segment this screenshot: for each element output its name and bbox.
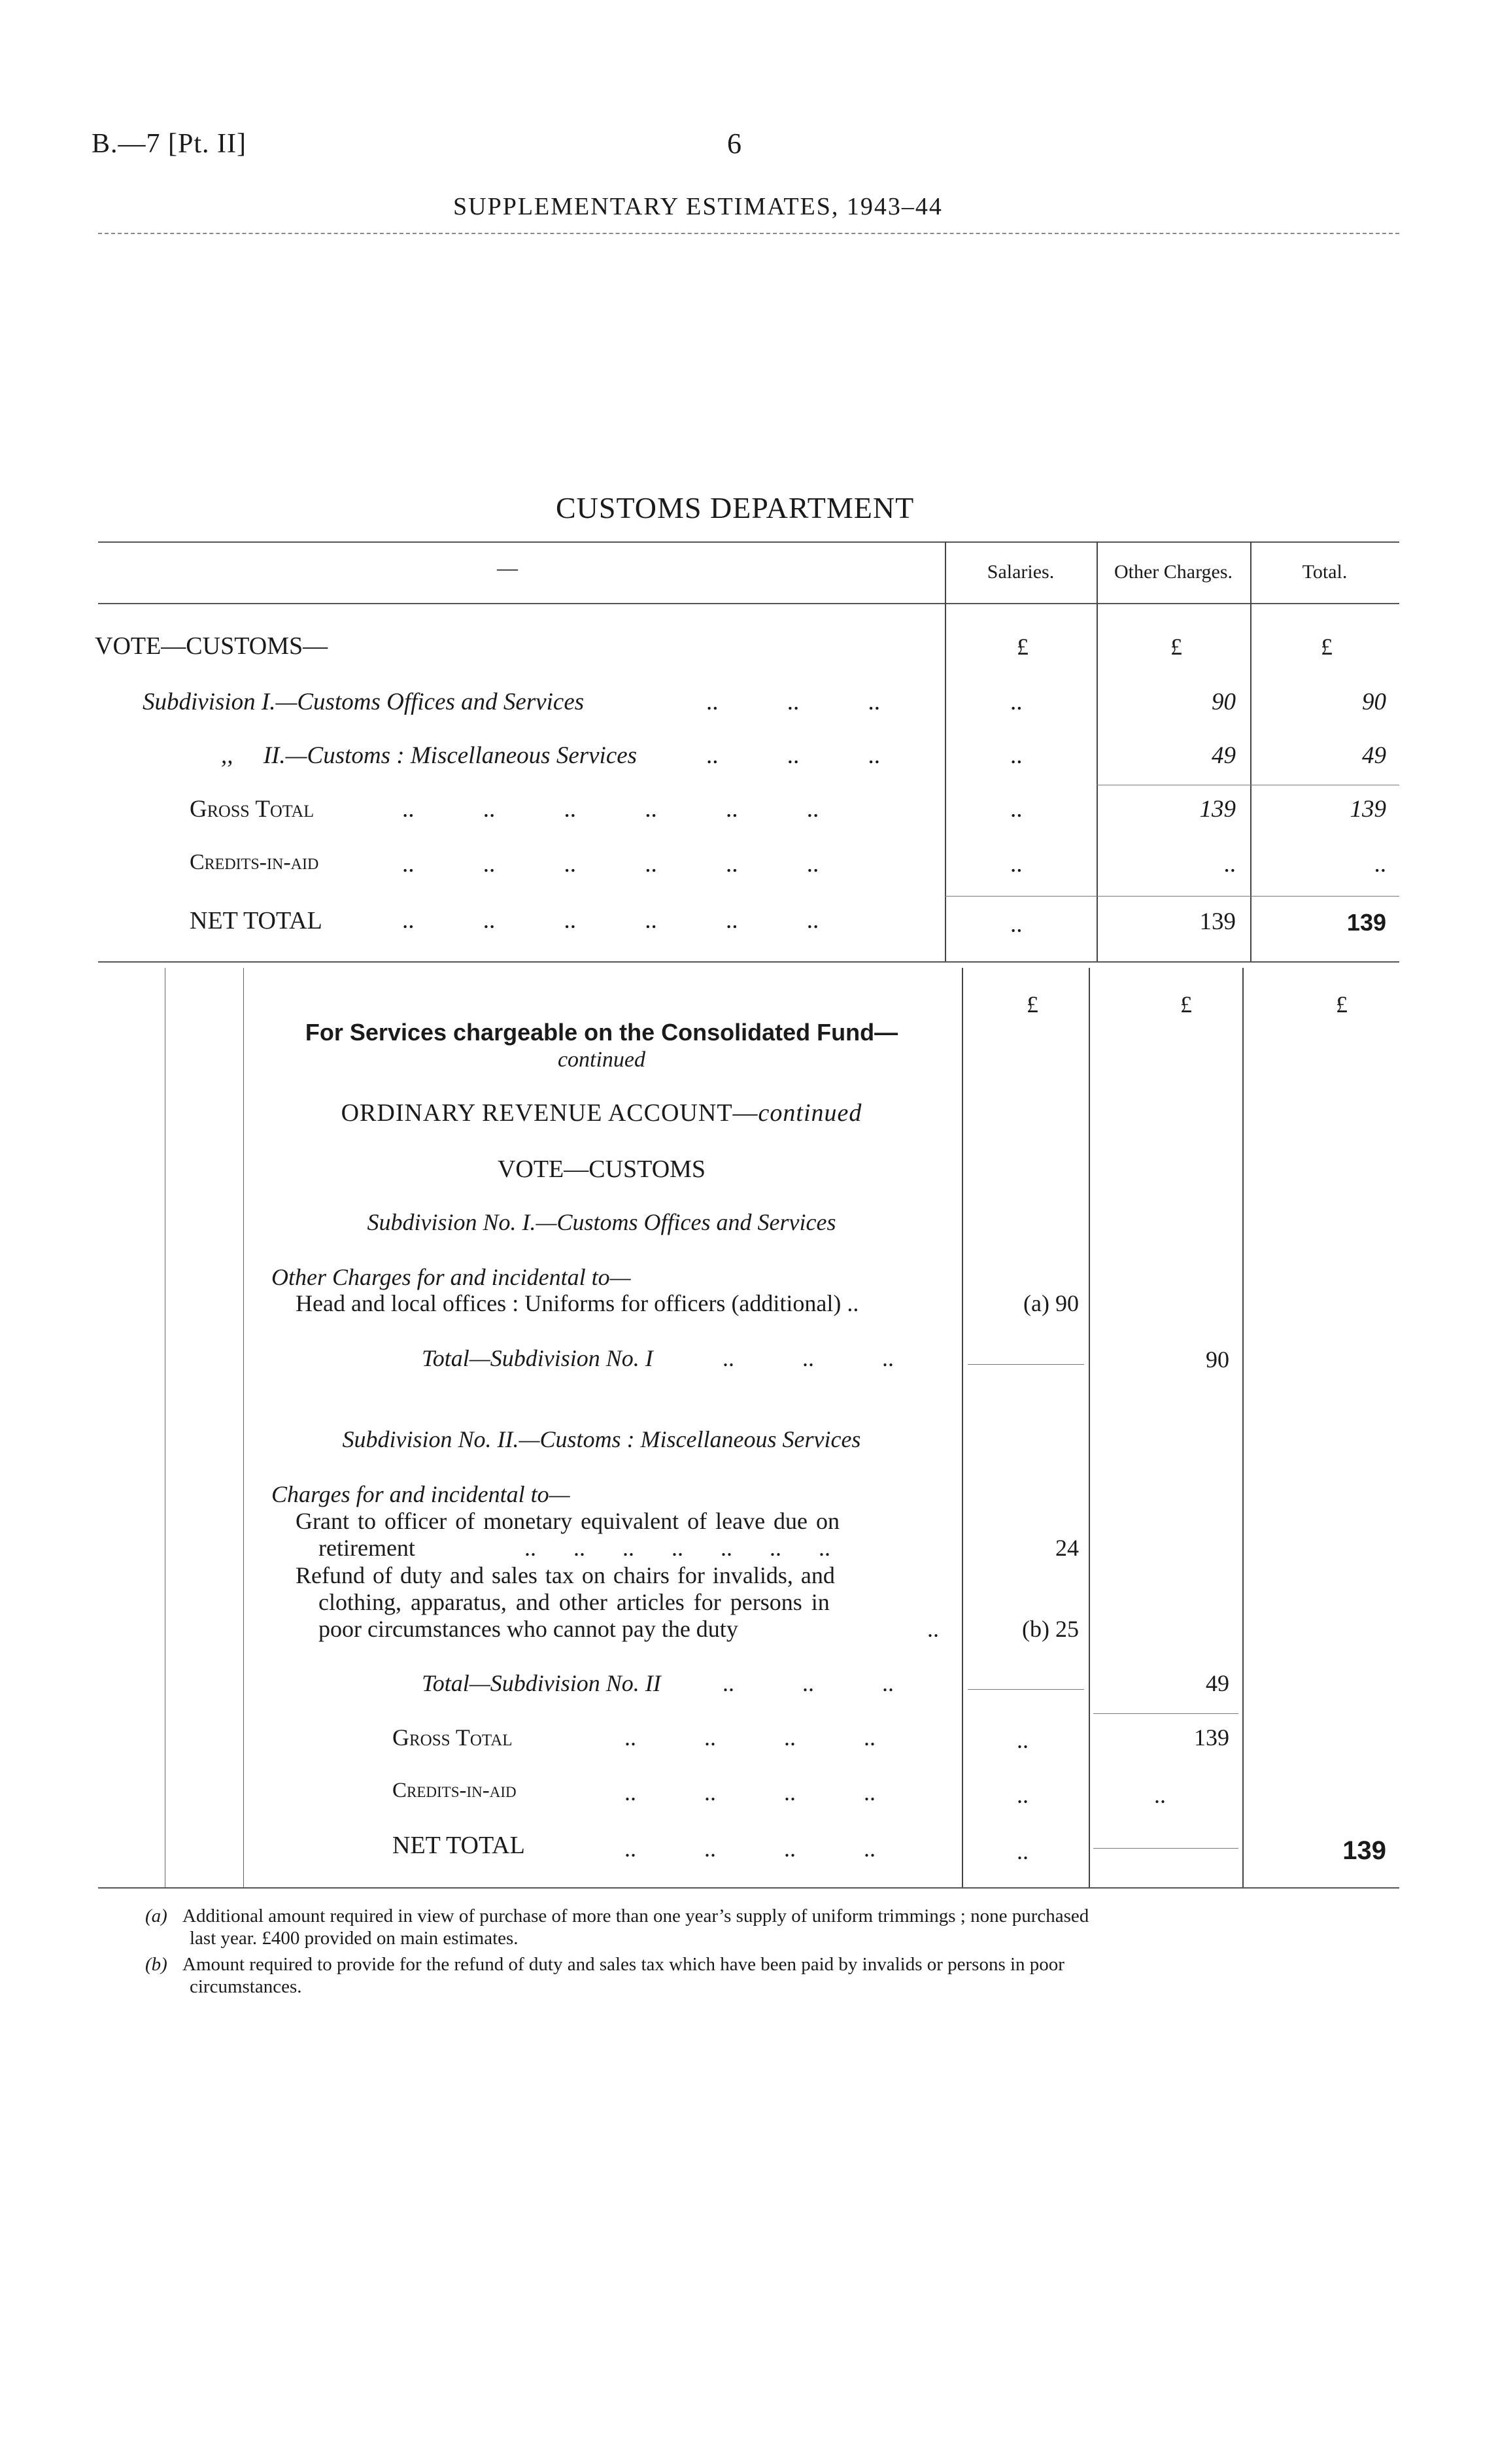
detail-credits-label: Credits-in-aid: [392, 1779, 517, 1802]
detail-col-divider-1: [962, 968, 963, 1887]
summary-top-rule: [98, 541, 1399, 543]
detail-net-total: 139: [1342, 1836, 1386, 1865]
detail-sub2-item2-value: (b) 25: [1022, 1616, 1079, 1642]
summary-row-total: 90: [1362, 689, 1386, 715]
detail-col-divider-2: [1089, 968, 1090, 1887]
detail-sub1-title: Subdivision No. I.—Customs Offices and Services: [367, 1209, 836, 1235]
detail-account-text: ORDINARY REVENUE ACCOUNT—: [341, 1099, 758, 1127]
summary-bottom-rule: [98, 961, 1399, 963]
pound-sign: £: [1017, 634, 1029, 660]
detail-sub2-item2-leader: ..: [927, 1616, 939, 1642]
detail-account-cont: continued: [758, 1099, 862, 1127]
summary-vote: VOTE—CUSTOMS—: [95, 632, 328, 660]
detail-sub1-total-rule: [968, 1364, 1084, 1365]
detail-sub2-item1-line2: retirement: [318, 1535, 415, 1561]
pound-sign: £: [1180, 991, 1192, 1018]
detail-gross-salaries: ..: [1017, 1727, 1029, 1753]
page-number: 6: [727, 128, 741, 160]
detail-heading-cont: continued: [557, 1048, 646, 1072]
detail-credits-value: ..: [1154, 1782, 1166, 1808]
detail-sub1-item: Head and local offices : Uniforms for officers (additional) ..: [296, 1290, 859, 1316]
detail-sub2-item1-leader: .. .. .. .. .. .. ..: [524, 1535, 830, 1561]
detail-sub2-title: Subdivision No. II.—Customs : Miscellaneous Services: [342, 1426, 861, 1452]
summary-row-salaries: ..: [1010, 911, 1023, 938]
detail-sub2-item2-line3: poor circumstances who cannot pay the duty: [318, 1616, 738, 1642]
footnote-b-line1: Amount required to provide for the refund of duty and sales tax which have been paid by invalids or persons in poor: [182, 1954, 1064, 1975]
pound-sign: £: [1321, 634, 1333, 660]
summary-row-salaries: ..: [1010, 796, 1023, 823]
detail-sub2-total-label: Total—Subdivision No. II: [422, 1670, 661, 1696]
summary-col-divider-2: [1097, 541, 1098, 961]
detail-vote: VOTE—CUSTOMS: [497, 1155, 706, 1183]
summary-row-total: 139: [1346, 909, 1386, 936]
summary-col-salaries: Salaries.: [987, 561, 1055, 583]
summary-row-label: Subdivision I.—Customs Offices and Services: [143, 689, 585, 715]
detail-sub2-total-rule: [968, 1689, 1084, 1690]
page-title: SUPPLEMENTARY ESTIMATES, 1943–44: [453, 193, 943, 220]
summary-row-label: ,, II.—Customs : Miscellaneous Services: [221, 742, 638, 769]
detail-net-rule: [1093, 1848, 1238, 1849]
detail-sub1-total-label: Total—Subdivision No. I: [422, 1345, 653, 1371]
detail-sub2-item2-line1: Refund of duty and sales tax on chairs for invalids, and: [296, 1562, 835, 1588]
pound-sign: £: [1170, 634, 1182, 660]
summary-net-rule: [945, 896, 1399, 897]
detail-credits-salaries: ..: [1017, 1782, 1029, 1808]
summary-row-other: 139: [1199, 908, 1236, 935]
detail-bottom-rule: [98, 1887, 1399, 1889]
summary-row-salaries: ..: [1010, 689, 1023, 715]
detail-sub1-total-value: 90: [1206, 1346, 1229, 1373]
header-rule: [98, 233, 1399, 234]
detail-sub2-item2-line2: clothing, apparatus, and other articles for persons in: [318, 1589, 830, 1615]
summary-col-divider-1: [945, 541, 946, 961]
summary-col-divider-3: [1250, 541, 1251, 961]
detail-sub2-charges: Charges for and incidental to—: [271, 1481, 570, 1507]
summary-row-leader: .. .. ..: [706, 689, 880, 715]
summary-row-other: 90: [1212, 689, 1236, 715]
summary-row-salaries: ..: [1010, 851, 1023, 878]
detail-gross-leader: .. .. .. ..: [624, 1724, 876, 1751]
detail-gross-rule: [1093, 1713, 1238, 1714]
summary-row-label: NET TOTAL: [190, 907, 322, 934]
pound-sign: £: [1336, 991, 1348, 1018]
footnote-a-line2: last year. £400 provided on main estimates.: [190, 1928, 519, 1949]
summary-row-leader: .. .. .. .. .. ..: [402, 907, 819, 934]
detail-net-label: NET TOTAL: [392, 1832, 525, 1859]
detail-sub2-item1-line1: Grant to officer of monetary equivalent of leave due on: [296, 1508, 840, 1534]
summary-col-total: Total.: [1302, 561, 1348, 583]
summary-row-leader: .. .. .. .. .. ..: [402, 796, 819, 823]
summary-row-total: ..: [1374, 851, 1386, 878]
summary-row-other: 139: [1199, 796, 1236, 823]
detail-col-divider-3: [1242, 968, 1244, 1887]
detail-sub2-total-leader: .. .. ..: [723, 1670, 894, 1696]
summary-header-rule: [98, 603, 1399, 604]
footnote-a-mark: (a): [145, 1906, 167, 1926]
detail-heading: For Services chargeable on the Consolidated Fund—: [305, 1019, 898, 1046]
detail-sub1-total-leader: .. .. ..: [723, 1345, 894, 1371]
detail-sub2-total-value: 49: [1206, 1670, 1229, 1696]
footnote-a-line1: Additional amount required in view of purchase of more than one year’s supply of uniform trimmings ; none purchased: [182, 1906, 1089, 1926]
detail-net-salaries: ..: [1017, 1838, 1029, 1864]
summary-col-other: Other Charges.: [1114, 561, 1233, 583]
summary-row-total: 49: [1362, 742, 1386, 769]
summary-row-salaries: ..: [1010, 742, 1023, 769]
department-title: CUSTOMS DEPARTMENT: [556, 491, 915, 524]
detail-account: [248, 1099, 955, 1127]
detail-gross-value: 139: [1194, 1724, 1229, 1751]
summary-row-leader: .. .. .. .. .. ..: [402, 851, 819, 878]
summary-row-other: ..: [1223, 851, 1236, 878]
detail-net-leader: .. .. .. ..: [624, 1836, 876, 1862]
summary-row-other: 49: [1212, 742, 1236, 769]
summary-row-label: Credits-in-aid: [190, 850, 319, 874]
summary-row-total: 139: [1350, 796, 1386, 823]
summary-row-label: Gross Total: [190, 796, 315, 823]
detail-credits-leader: .. .. .. ..: [624, 1779, 876, 1805]
footnote-b-mark: (b): [145, 1954, 167, 1975]
summary-row-leader: .. .. ..: [706, 742, 880, 769]
detail-sub1-item-value: (a) 90: [1023, 1290, 1079, 1316]
pound-sign: £: [1027, 991, 1038, 1018]
detail-gross-label: Gross Total: [392, 1724, 513, 1751]
footnote-b-line2: circumstances.: [190, 1976, 302, 1997]
page-ref: B.—7 [Pt. II]: [92, 129, 247, 159]
summary-col-label: —: [497, 556, 518, 579]
detail-sub1-charges: Other Charges for and incidental to—: [271, 1264, 631, 1290]
detail-sub2-item1-value: 24: [1055, 1535, 1079, 1561]
detail-margin-line-2: [243, 968, 244, 1887]
